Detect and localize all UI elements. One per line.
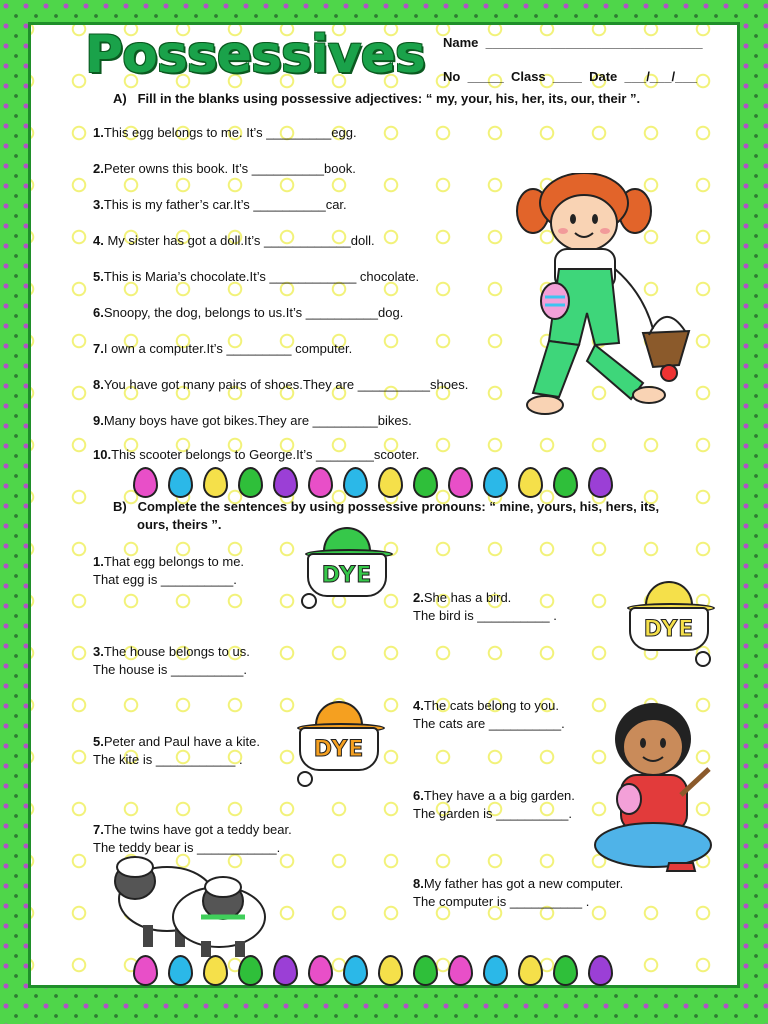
item-number: 2. — [413, 590, 424, 605]
item-number: 10. — [93, 447, 112, 462]
dye-cup-green — [301, 527, 397, 605]
item-sentence[interactable]: This is Maria’s chocolate.It’s ____________ chocolate. — [103, 269, 420, 284]
item-answer-line[interactable]: The teddy bear is ___________. — [93, 840, 281, 855]
item-number: 3. — [93, 644, 104, 659]
section-a-item[interactable] — [93, 305, 403, 320]
section-b-item[interactable] — [413, 875, 623, 911]
item-sentence[interactable]: This is my father’s car.It’s __________car. — [103, 197, 347, 212]
item-sentence[interactable]: Peter owns this book. It’s __________book. — [103, 161, 356, 176]
easter-egg-icon — [168, 467, 193, 498]
section-b-heading-line2: ours, theirs ”. — [137, 517, 222, 532]
easter-egg-icon — [378, 955, 403, 986]
section-a-item[interactable] — [93, 447, 419, 462]
item-number: 8. — [93, 377, 104, 392]
section-b-heading — [113, 499, 659, 514]
egg-row-bottom — [133, 955, 613, 986]
easter-egg-icon — [133, 955, 158, 986]
item-number: 7. — [93, 341, 104, 356]
item-number: 4. — [93, 233, 104, 248]
section-a-item[interactable] — [93, 413, 412, 428]
section-b-instruction-line1: Complete the sentences by using possessive pronouns: “ mine, yours, his, hers, its, — [137, 499, 660, 514]
easter-egg-icon — [588, 467, 613, 498]
section-b-marker: B) — [113, 499, 127, 514]
section-b-item[interactable] — [413, 589, 557, 625]
item-number: 6. — [413, 788, 424, 803]
easter-egg-icon — [273, 955, 298, 986]
easter-egg-icon — [588, 955, 613, 986]
item-statement: They have a a big garden. — [423, 788, 575, 803]
item-sentence[interactable]: This scooter belongs to George.It’s ________scooter. — [111, 447, 420, 462]
class-blank[interactable]: ____ — [549, 69, 586, 84]
item-number: 3. — [93, 197, 104, 212]
item-number: 6. — [93, 305, 104, 320]
easter-egg-icon — [448, 467, 473, 498]
easter-egg-icon — [413, 467, 438, 498]
easter-egg-icon — [413, 955, 438, 986]
item-answer-line[interactable]: The cats are __________. — [413, 716, 565, 731]
no-blank[interactable]: _____ — [463, 69, 508, 84]
item-number: 8. — [413, 876, 424, 891]
item-answer-line[interactable]: The computer is __________ . — [413, 894, 590, 909]
item-sentence[interactable]: My sister has got a doll.It’s ____________doll. — [103, 233, 375, 248]
section-a-item[interactable] — [93, 125, 357, 140]
name-field — [443, 35, 703, 50]
easter-egg-icon — [483, 955, 508, 986]
name-label: Name — [443, 35, 479, 50]
item-statement: That egg belongs to me. — [103, 554, 245, 569]
item-number: 7. — [93, 822, 104, 837]
name-blank[interactable]: ______________________________ — [482, 35, 703, 50]
item-line1 — [413, 875, 623, 893]
section-a-item[interactable] — [93, 161, 356, 176]
easter-egg-icon — [273, 467, 298, 498]
easter-egg-icon — [168, 955, 193, 986]
easter-egg-icon — [553, 955, 578, 986]
worksheet — [28, 22, 740, 988]
item-sentence[interactable]: You have got many pairs of shoes.They are __________shoes. — [103, 377, 469, 392]
easter-egg-icon — [133, 467, 158, 498]
section-a-marker: A) — [113, 91, 127, 106]
easter-egg-icon — [238, 467, 263, 498]
section-b-item[interactable] — [93, 643, 250, 679]
easter-egg-icon — [518, 955, 543, 986]
item-sentence[interactable]: I own a computer.It’s _________ computer. — [103, 341, 353, 356]
no-class-date-field — [443, 69, 697, 84]
easter-egg-icon — [553, 467, 578, 498]
easter-egg-icon — [518, 467, 543, 498]
dye-cup-orange — [293, 701, 389, 779]
item-statement: The house belongs to us. — [103, 644, 250, 659]
item-sentence[interactable]: This egg belongs to me. It’s _________egg. — [103, 125, 357, 140]
item-answer-line[interactable]: The kite is ___________ . — [93, 752, 243, 767]
item-line1 — [413, 697, 565, 715]
item-number: 4. — [413, 698, 424, 713]
item-answer-line[interactable]: That egg is __________. — [93, 572, 237, 587]
item-answer-line[interactable]: The bird is __________ . — [413, 608, 557, 623]
section-a-item[interactable] — [93, 377, 468, 392]
easter-egg-icon — [308, 467, 333, 498]
item-sentence[interactable]: Snoopy, the dog, belongs to us.It’s __________dog. — [103, 305, 404, 320]
no-label: No — [443, 69, 461, 84]
dye-label: DYE — [313, 737, 365, 762]
item-number: 1. — [93, 125, 104, 140]
item-answer-line[interactable]: The house is __________. — [93, 662, 247, 677]
section-a-heading — [113, 91, 640, 106]
section-b-item[interactable] — [413, 787, 575, 823]
easter-egg-icon — [483, 467, 508, 498]
item-number: 1. — [93, 554, 104, 569]
item-number: 9. — [93, 413, 104, 428]
worksheet-title: Possessives — [85, 25, 425, 85]
section-a-item[interactable] — [93, 341, 352, 356]
item-statement: She has a bird. — [423, 590, 512, 605]
dye-label: DYE — [321, 563, 373, 588]
class-label: Class — [510, 69, 546, 84]
section-b-item[interactable] — [413, 697, 565, 733]
item-statement: Peter and Paul have a kite. — [103, 734, 260, 749]
section-a-item[interactable] — [93, 233, 375, 248]
sheep-pair-illustration — [105, 851, 275, 961]
easter-egg-icon — [448, 955, 473, 986]
easter-egg-icon — [238, 955, 263, 986]
easter-egg-icon — [378, 467, 403, 498]
item-line1 — [93, 643, 250, 661]
section-a-instruction: Fill in the blanks using possessive adjectives: “ my, your, his, her, its, our, their ”. — [137, 91, 641, 106]
dye-cup-yellow — [623, 581, 719, 659]
item-line1 — [93, 821, 292, 839]
item-statement: The cats belong to you. — [423, 698, 559, 713]
section-a-item[interactable] — [93, 269, 419, 284]
item-line1 — [93, 733, 260, 751]
date-blank[interactable]: ___/___/___ — [620, 69, 697, 84]
easter-egg-icon — [343, 955, 368, 986]
item-line1 — [93, 553, 244, 571]
item-line1 — [413, 787, 575, 805]
item-number: 5. — [93, 269, 104, 284]
section-a-item[interactable] — [93, 197, 347, 212]
easter-egg-icon — [203, 955, 228, 986]
item-statement: The twins have got a teddy bear. — [103, 822, 292, 837]
item-answer-line[interactable]: The garden is __________. — [413, 806, 573, 821]
dye-label: DYE — [643, 617, 695, 642]
boy-painting-egg-illustration — [591, 695, 731, 875]
date-label: Date — [589, 69, 618, 84]
item-number: 2. — [93, 161, 104, 176]
section-b-item[interactable] — [93, 733, 260, 769]
easter-egg-icon — [343, 467, 368, 498]
girl-with-basket-illustration — [503, 173, 693, 418]
item-sentence[interactable]: Many boys have got bikes.They are _________bikes. — [103, 413, 412, 428]
easter-egg-icon — [308, 955, 333, 986]
section-b-item[interactable] — [93, 553, 244, 589]
egg-row-top — [133, 467, 613, 498]
item-line1 — [413, 589, 557, 607]
item-statement: My father has got a new computer. — [423, 876, 624, 891]
item-number: 5. — [93, 734, 104, 749]
easter-egg-icon — [203, 467, 228, 498]
